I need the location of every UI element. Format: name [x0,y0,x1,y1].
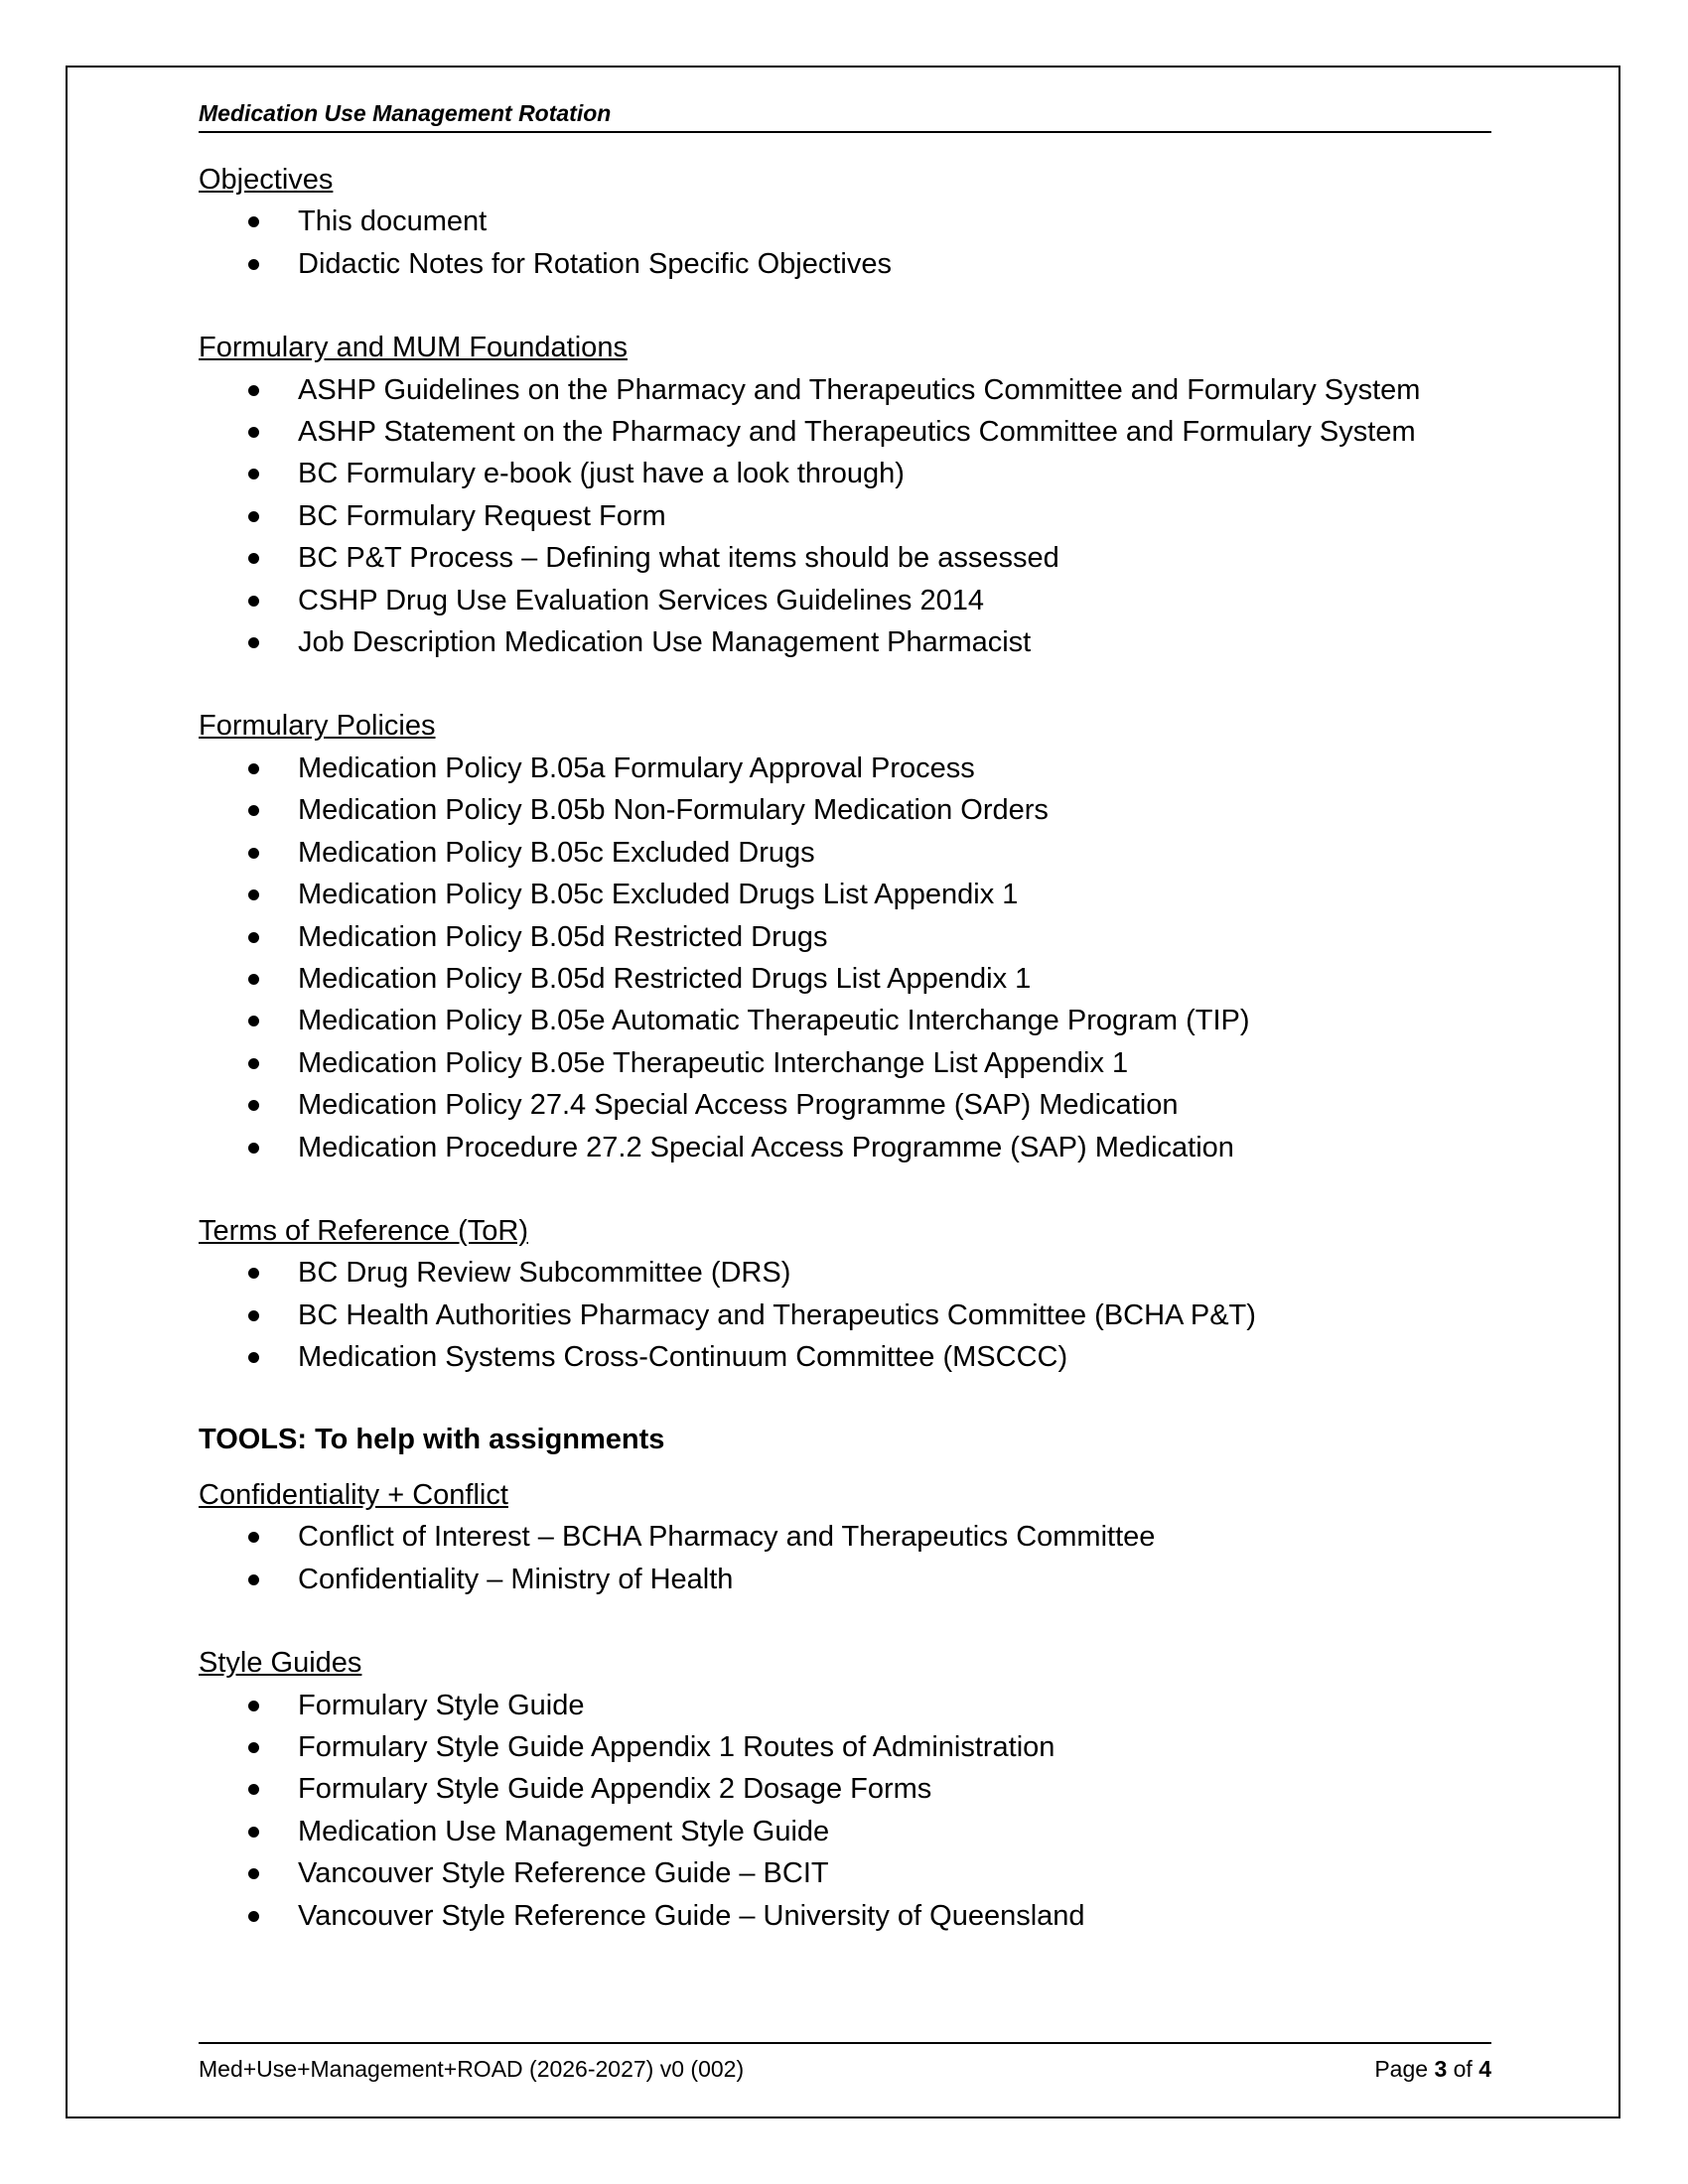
page-of: of [1453,2056,1473,2082]
bullet-list [199,369,1491,664]
list-item: BC Drug Review Subcommittee (DRS) [199,1252,1491,1294]
list-item: CSHP Drug Use Evaluation Services Guidelines 2014 [199,580,1491,621]
section-terms-of-reference-tor [199,1210,1491,1379]
list-item: Medication Systems Cross-Continuum Committee (MSCCC) [199,1336,1491,1378]
list-item: This document [199,201,1491,242]
document-body [199,159,1491,1979]
list-item: Medication Policy B.05b Non-Formulary Medication Orders [199,789,1491,831]
list-item: Medication Policy B.05d Restricted Drugs [199,916,1491,958]
list-item: Formulary Style Guide [199,1685,1491,1726]
header-title: Medication Use Management Rotation [199,100,612,126]
list-item: Medication Policy B.05d Restricted Drugs List Appendix 1 [199,958,1491,1000]
list-item: Medication Policy B.05c Excluded Drugs [199,832,1491,874]
footer-doc-name: Med+Use+Management+ROAD (2026-2027) v0 (002) [199,2056,745,2082]
section-title: Terms of Reference (ToR) [199,1214,528,1247]
section-title: Confidentiality + Conflict [199,1478,508,1511]
tools-heading: TOOLS: To help with assignments [199,1423,665,1455]
tools-sections [199,1474,1491,1937]
bullet-list [199,201,1491,285]
section-title: Style Guides [199,1647,362,1680]
page-number [1374,2056,1491,2083]
list-item: Didactic Notes for Rotation Specific Objectives [199,243,1491,285]
list-item: Medication Policy B.05e Automatic Therapeutic Interchange Program (TIP) [199,1000,1491,1041]
page-current: 3 [1434,2056,1448,2082]
bullet-list [199,748,1491,1168]
list-item: Formulary Style Guide Appendix 1 Routes of Administration [199,1726,1491,1768]
list-item: Medication Policy B.05c Excluded Drugs List Appendix 1 [199,874,1491,915]
page-header [199,100,1491,133]
bullet-list [199,1252,1491,1378]
page-total: 4 [1478,2056,1491,2082]
list-item: Vancouver Style Reference Guide – University of Queensland [199,1895,1491,1937]
list-item: Medication Policy B.05a Formulary Approval Process [199,748,1491,789]
list-item: Medication Procedure 27.2 Special Access Programme (SAP) Medication [199,1127,1491,1168]
section-title: Objectives [199,164,334,196]
list-item: ASHP Guidelines on the Pharmacy and Therapeutics Committee and Formulary System [199,369,1491,411]
list-item: Formulary Style Guide Appendix 2 Dosage Forms [199,1768,1491,1810]
list-item: Medication Use Management Style Guide [199,1811,1491,1852]
list-item: Medication Policy B.05e Therapeutic Interchange List Appendix 1 [199,1042,1491,1084]
section-title: Formulary Policies [199,710,436,743]
list-item: BC Formulary e-book (just have a look through) [199,453,1491,494]
page-word: Page [1374,2056,1429,2082]
bullet-list [199,1685,1491,1937]
list-item: Job Description Medication Use Management Pharmacist [199,621,1491,663]
page-footer [199,2042,1491,2083]
section-formulary-and-mum-foundations [199,327,1491,663]
list-item: Vancouver Style Reference Guide – BCIT [199,1852,1491,1894]
list-item: ASHP Statement on the Pharmacy and Therapeutics Committee and Formulary System [199,411,1491,453]
section-formulary-policies [199,705,1491,1167]
section-confidentiality-conflict [199,1474,1491,1600]
list-item: Conflict of Interest – BCHA Pharmacy and Therapeutics Committee [199,1516,1491,1558]
bullet-list [199,1516,1491,1600]
section-objectives [199,159,1491,285]
section-style-guides [199,1642,1491,1937]
reference-sections [199,159,1491,1379]
section-title: Formulary and MUM Foundations [199,332,628,364]
list-item: BC Health Authorities Pharmacy and Therapeutics Committee (BCHA P&T) [199,1295,1491,1336]
list-item: BC Formulary Request Form [199,495,1491,537]
list-item: Medication Policy 27.4 Special Access Programme (SAP) Medication [199,1084,1491,1126]
list-item: Confidentiality – Ministry of Health [199,1559,1491,1600]
list-item: BC P&T Process – Defining what items should be assessed [199,537,1491,579]
